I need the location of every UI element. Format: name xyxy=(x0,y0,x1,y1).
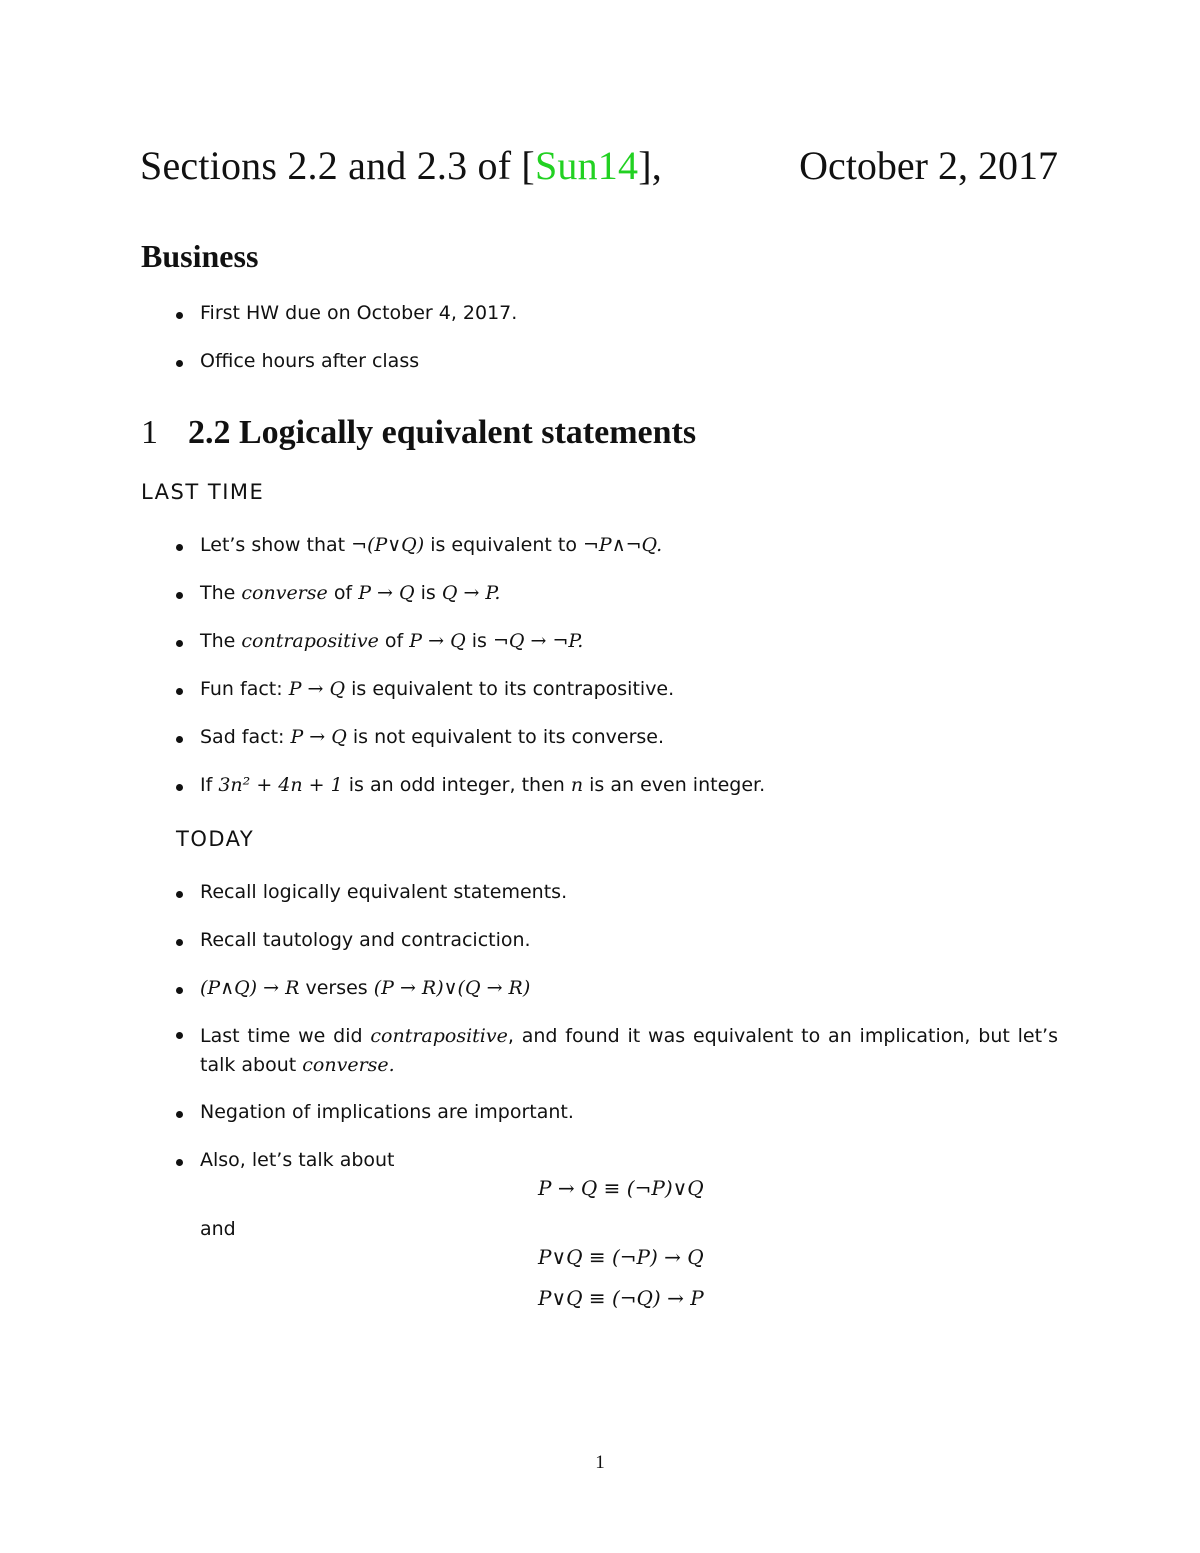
business-heading: Business xyxy=(141,238,259,274)
math-expression: n xyxy=(570,774,584,796)
list-item: Also, let’s talk about xyxy=(200,1149,395,1171)
bullet-icon xyxy=(176,544,183,551)
bullet-icon xyxy=(176,784,183,791)
bullet-icon xyxy=(176,736,183,743)
list-item: Last time we did contrapositive, and found it was equivalent to an implication, but let’s talk about converse. xyxy=(200,1022,1058,1080)
title-suffix: ], xyxy=(638,143,662,188)
math-expression: (P∧Q) → R xyxy=(200,977,300,999)
page-title xyxy=(140,142,662,189)
list-item: Let’s show that ¬(P∨Q) is equivalent to ¬P∧¬Q. xyxy=(200,534,662,556)
list-item: Sad fact: P → Q is not equivalent to its converse. xyxy=(200,726,664,748)
page-number: 1 xyxy=(595,1452,605,1473)
bullet-icon xyxy=(176,592,183,599)
bullet-icon xyxy=(176,1032,183,1039)
and-text: and xyxy=(200,1218,236,1240)
math-expression: P → Q xyxy=(358,582,415,604)
list-item: The contrapositive of P → Q is ¬Q → ¬P. xyxy=(200,630,583,652)
list-item: Recall tautology and contraciction. xyxy=(200,929,531,951)
list-item: Recall logically equivalent statements. xyxy=(200,881,567,903)
list-item: (P∧Q) → R verses (P → R)∨(Q → R) xyxy=(200,977,530,999)
citation-link[interactable]: Sun14 xyxy=(534,143,639,188)
section-number: 1 xyxy=(141,414,158,451)
display-equation: P → Q ≡ (¬P)∨Q xyxy=(538,1176,704,1200)
emphasis-text: contrapositive xyxy=(241,630,379,652)
emphasis-text: converse xyxy=(241,582,328,604)
math-expression: P → Q xyxy=(288,678,346,700)
title-prefix: Sections 2.2 and 2.3 of [ xyxy=(140,143,535,188)
math-expression: Q → P. xyxy=(441,582,501,604)
display-equation: P∨Q ≡ (¬P) → Q xyxy=(538,1245,704,1269)
math-expression: 3n² + 4n + 1 xyxy=(218,774,343,796)
list-item: If 3n² + 4n + 1 is an odd integer, then n is an even integer. xyxy=(200,774,765,796)
bullet-icon xyxy=(176,987,183,994)
emphasis-text: contrapositive xyxy=(370,1025,508,1047)
list-item: The converse of P → Q is Q → P. xyxy=(200,582,500,604)
list-item: Office hours after class xyxy=(200,350,419,372)
math-expression: (P → R)∨(Q → R) xyxy=(373,977,531,999)
math-expression: ¬P∧¬Q. xyxy=(583,534,663,556)
emphasis-text: converse. xyxy=(302,1054,395,1076)
bullet-icon xyxy=(176,360,183,367)
list-item: First HW due on October 4, 2017. xyxy=(200,302,517,324)
bullet-icon xyxy=(176,939,183,946)
section-heading xyxy=(141,414,696,452)
bullet-icon xyxy=(176,1111,183,1118)
bullet-icon xyxy=(176,640,183,647)
math-expression: ¬(P∨Q) xyxy=(351,534,425,556)
list-item: Fun fact: P → Q is equivalent to its contrapositive. xyxy=(200,678,674,700)
bullet-icon xyxy=(176,688,183,695)
today-label: TODAY xyxy=(176,827,255,851)
section-title: 2.2 Logically equivalent statements xyxy=(188,414,697,451)
lecture-date: October 2, 2017 xyxy=(799,143,1058,188)
math-expression: P → Q xyxy=(409,630,466,652)
bullet-icon xyxy=(176,1159,183,1166)
last-time-label: LAST TIME xyxy=(141,480,265,504)
math-expression: P → Q xyxy=(290,726,347,748)
bullet-icon xyxy=(176,891,183,898)
list-item: Negation of implications are important. xyxy=(200,1101,574,1123)
display-equation: P∨Q ≡ (¬Q) → P xyxy=(538,1286,704,1310)
bullet-icon xyxy=(176,312,183,319)
math-expression: ¬Q → ¬P. xyxy=(492,630,584,652)
